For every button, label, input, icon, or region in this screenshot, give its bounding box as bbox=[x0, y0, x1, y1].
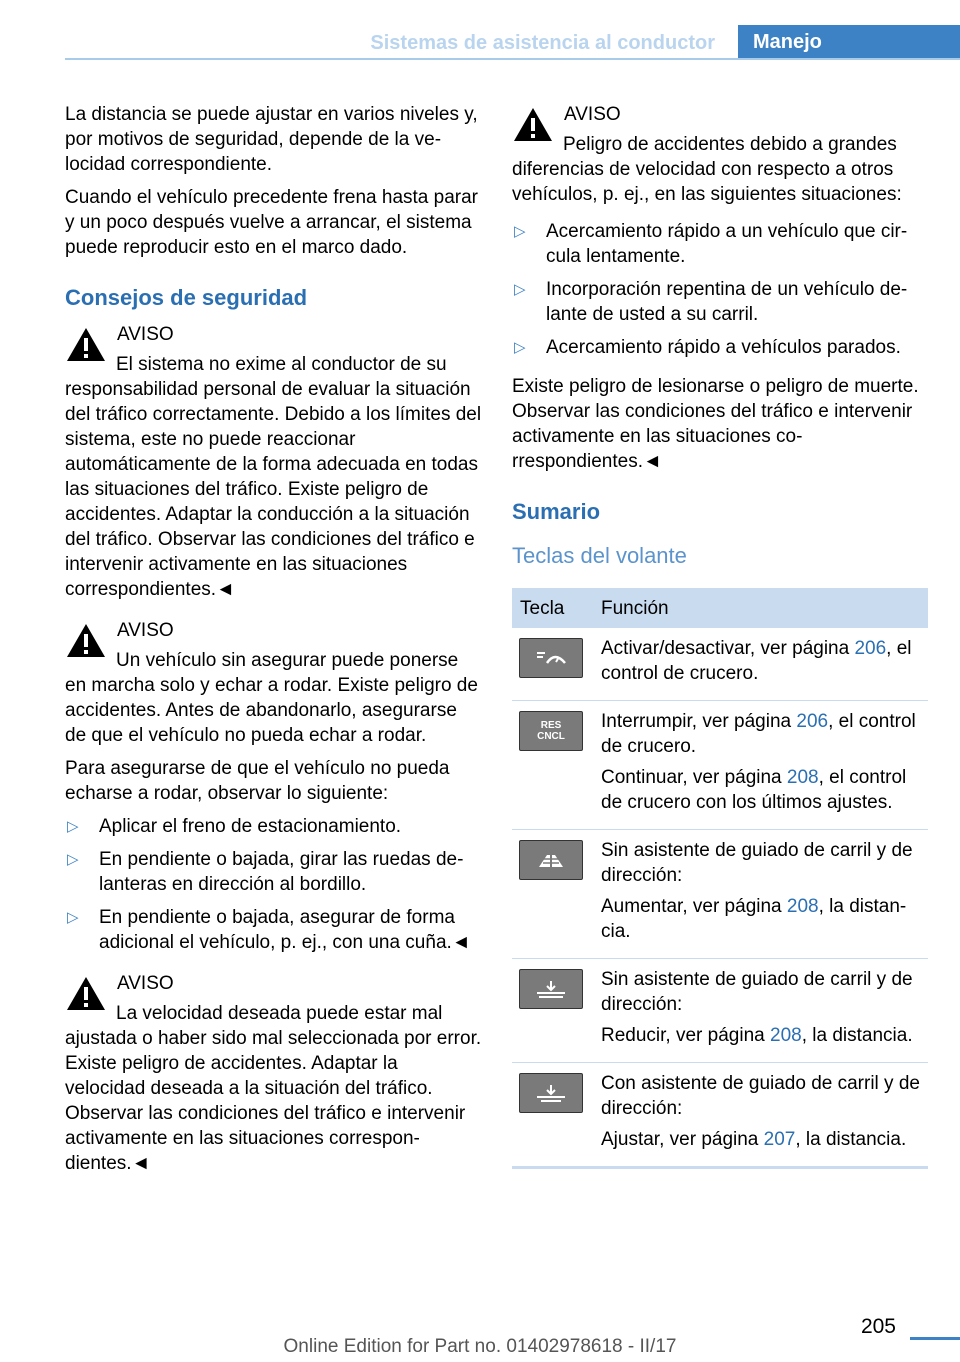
warning-triangle-icon bbox=[65, 326, 107, 364]
function-cell: Sin asistente de guiado de carril y de dirección: Aumentar, ver página 208, la distancia. bbox=[593, 830, 928, 959]
heading-steering-keys: Teclas del volante bbox=[512, 543, 687, 568]
paragraph: La distancia se puede ajustar en varios niveles y, por motivos de seguridad, depende de la velocidad correspondiente. bbox=[65, 104, 478, 175]
column-header: Tecla bbox=[512, 588, 593, 628]
warning-triangle-icon bbox=[65, 622, 107, 660]
page-link[interactable]: 208 bbox=[786, 767, 819, 788]
paragraph: Cuando el vehículo precedente frena hasta parar y un poco después vuelve a arrancar, el sistema puede reproducir esto en el marco dado. bbox=[65, 187, 478, 258]
bullet-list bbox=[512, 219, 928, 368]
warning-text: Un vehículo sin asegurar puede ponerse en marcha solo y echar a rodar. Existe peligro de accidentes. Antes de abandonarlo, asegurarse de que el vehículo no pueda echar a rodar. bbox=[65, 650, 478, 746]
paragraph: Para asegurarse de que el vehículo no pueda echarse a rodar, observar lo siguiente: bbox=[65, 758, 450, 804]
function-cell: Sin asistente de guiado de carril y de dirección: Reducir, ver página 208, la distancia. bbox=[593, 959, 928, 1063]
list-item: ▷ Acercamiento rápido a vehículos parados. bbox=[512, 335, 928, 368]
distance-adjust-key-icon bbox=[519, 1073, 583, 1113]
warning-triangle-icon bbox=[512, 106, 554, 144]
list-item: ▷ En pendiente o bajada, girar las ruedas delanteras en dirección al bordillo. bbox=[65, 847, 482, 905]
warning-title: AVISO bbox=[564, 104, 621, 125]
function-cell: Activar/desactivar, ver página 206, el control de crucero. bbox=[593, 628, 928, 701]
warning-block bbox=[65, 971, 482, 1176]
warning-block bbox=[65, 618, 482, 748]
page-link[interactable]: 206 bbox=[796, 711, 829, 732]
edition-note: Online Edition for Part no. 01402978618 - II/17 bbox=[283, 1336, 677, 1357]
warning-title: AVISO bbox=[117, 973, 174, 994]
left-column bbox=[65, 102, 482, 1184]
heading-safety: Consejos de seguridad bbox=[65, 285, 308, 310]
table-row bbox=[512, 1063, 928, 1168]
table-row bbox=[512, 628, 928, 701]
distance-decrease-key-icon bbox=[519, 969, 583, 1009]
table-row bbox=[512, 959, 928, 1063]
table-header-row bbox=[512, 588, 928, 628]
list-item: ▷ Incorporación repentina de un vehículo delante de usted a su carril. bbox=[512, 277, 928, 335]
list-item: ▷ Acercamiento rápido a un vehículo que circula lentamente. bbox=[512, 219, 928, 277]
list-item: ▷ Aplicar el freno de estacionamiento. bbox=[65, 814, 482, 847]
warning-text: La velocidad deseada puede estar mal ajustada o haber sido mal seleccionada por error. Existe peligro de accidentes. Adaptar la velocidad deseada a la situación del tráfico. Observar las condiciones del tráfico e intervenir activamente en las situaciones correspondientes.◄ bbox=[65, 1003, 482, 1174]
column-header: Función bbox=[593, 588, 928, 628]
res-cncl-key-icon: RES CNCL bbox=[519, 711, 583, 751]
page-link[interactable]: 206 bbox=[854, 638, 887, 659]
cruise-control-key-icon bbox=[519, 638, 583, 678]
header-section-title: Sistemas de asistencia al conductor bbox=[370, 32, 715, 54]
warning-title: AVISO bbox=[117, 324, 174, 345]
warning-block bbox=[512, 102, 928, 207]
page-link[interactable]: 208 bbox=[770, 1025, 802, 1046]
distance-increase-key-icon bbox=[519, 840, 583, 880]
page-link[interactable]: 208 bbox=[786, 896, 819, 917]
warning-text: El sistema no exime al conductor de su responsabilidad personal de evaluar la situación del tráfico correctamente. Debido a los límites del sistema, este no puede reaccionar automáticamente de la forma adecuada en todas las situaciones del tráfico. Existe peligro de accidentes. Adaptar la conducción a la situación del tráfico. Observar las condiciones del tráfico e intervenir activamente en las situaciones correspondientes.◄ bbox=[65, 354, 482, 600]
page-link[interactable]: 207 bbox=[763, 1129, 796, 1150]
warning-title: AVISO bbox=[117, 620, 174, 641]
function-cell: Con asistente de guiado de carril y de dirección: Ajustar, ver página 207, la distancia. bbox=[593, 1063, 928, 1168]
heading-summary: Sumario bbox=[512, 499, 601, 524]
list-item: ▷ En pendiente o bajada, asegurar de forma adicional el vehículo, p. ej., con una cuña.◄ bbox=[65, 905, 482, 963]
table-row bbox=[512, 830, 928, 959]
function-cell: Interrumpir, ver página 206, el control de crucero. Continuar, ver página 208, el control de crucero con los últimos ajustes. bbox=[593, 701, 928, 830]
right-column bbox=[512, 102, 928, 1169]
paragraph: Existe peligro de lesionarse o peligro de muerte. Observar las condiciones del tráfico e intervenir activamente en las situaciones correspondientes.◄ bbox=[512, 376, 919, 472]
table-row bbox=[512, 701, 928, 830]
header-chapter-tab: Manejo bbox=[738, 25, 960, 60]
warning-text: Peligro de accidentes debido a grandes diferencias de velocidad con respecto a otros vehículos, p. ej., en las siguientes situaciones: bbox=[512, 134, 902, 205]
warning-block bbox=[65, 322, 482, 602]
page-number: 205 bbox=[860, 1315, 896, 1338]
bullet-list bbox=[65, 814, 482, 963]
header-rule bbox=[65, 58, 960, 60]
steering-keys-table bbox=[512, 588, 928, 1169]
warning-triangle-icon bbox=[65, 975, 107, 1013]
